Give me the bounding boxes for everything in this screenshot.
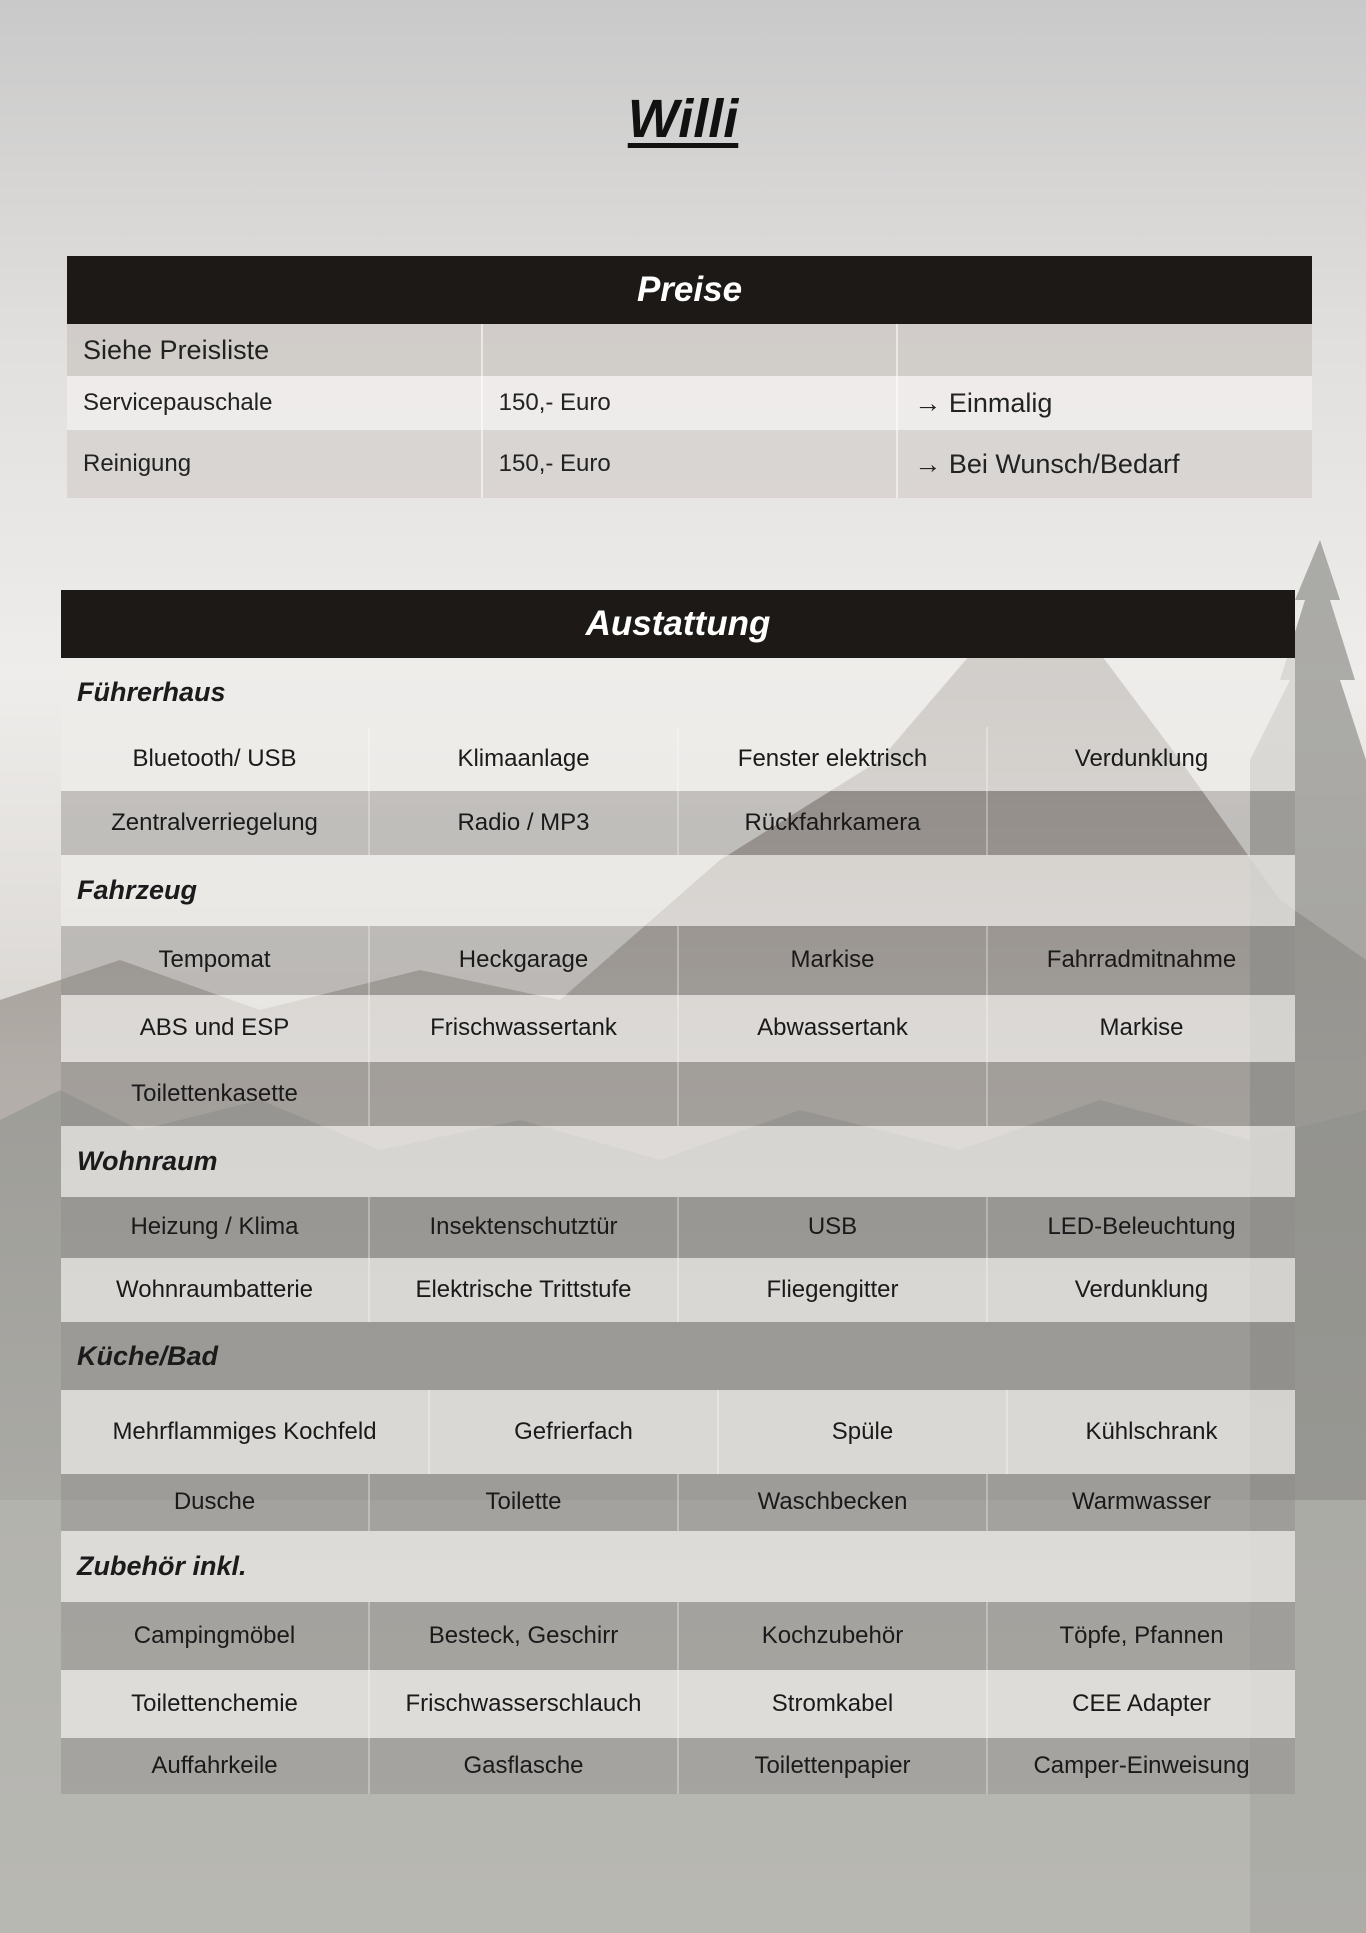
feature-item: Verdunklung: [986, 727, 1295, 791]
price-item: Siehe Preisliste: [83, 334, 270, 365]
feature-item: [986, 1062, 1295, 1126]
feature-item: Heizung / Klima: [130, 1213, 299, 1241]
equipment-table: [61, 590, 1295, 1794]
prices-header: Preise: [67, 256, 1312, 324]
table-row: [61, 1197, 1295, 1258]
price-amount: [481, 324, 897, 376]
feature-item: Frischwasserschlauch: [368, 1670, 677, 1738]
feature-item: Campingmöbel: [133, 1621, 296, 1649]
section-title-fuehrerhaus: Führerhaus: [61, 658, 1295, 727]
prices-table: [67, 256, 1312, 498]
feature-item: Gefrierfach: [428, 1390, 717, 1474]
feature-item: Markise: [986, 995, 1295, 1062]
page-title: Willi: [627, 89, 739, 149]
table-row: [61, 791, 1295, 855]
feature-item: Warmwasser: [986, 1474, 1295, 1531]
feature-item: Waschbecken: [677, 1474, 986, 1531]
table-row: [61, 1474, 1295, 1531]
feature-item: Toilettenpapier: [677, 1738, 986, 1794]
feature-item: Fliegengitter: [677, 1258, 986, 1322]
price-item: Reinigung: [83, 450, 192, 477]
section-title-zubehoer: Zubehör inkl.: [61, 1531, 1295, 1602]
table-row: [67, 376, 1312, 430]
feature-item: Rückfahrkamera: [677, 791, 986, 855]
price-amount: 150,- Euro: [481, 376, 897, 430]
feature-item: Elektrische Trittstufe: [368, 1258, 677, 1322]
feature-item: Dusche: [173, 1488, 256, 1516]
feature-item: Gasflasche: [368, 1738, 677, 1794]
table-row: [61, 1390, 1295, 1474]
section-title-kueche-bad: Küche/Bad: [61, 1322, 1295, 1390]
price-item: Servicepauschale: [83, 389, 273, 416]
feature-item: Besteck, Geschirr: [368, 1602, 677, 1670]
feature-item: Töpfe, Pfannen: [986, 1602, 1295, 1670]
table-row: [67, 324, 1312, 376]
table-row: [61, 1258, 1295, 1322]
feature-item: Heckgarage: [368, 926, 677, 995]
feature-item: Frischwassertank: [368, 995, 677, 1062]
price-amount: 150,- Euro: [481, 430, 897, 498]
feature-item: LED-Beleuchtung: [986, 1197, 1295, 1258]
table-row: [61, 727, 1295, 791]
feature-item: Insektenschutztür: [368, 1197, 677, 1258]
equipment-header: Austattung: [61, 590, 1295, 658]
feature-item: Kochzubehör: [677, 1602, 986, 1670]
feature-item: Radio / MP3: [368, 791, 677, 855]
price-note: → Einmalig: [896, 376, 1312, 430]
section-title-wohnraum: Wohnraum: [61, 1126, 1295, 1197]
feature-item: Toilette: [368, 1474, 677, 1531]
feature-item: Kühlschrank: [1006, 1390, 1295, 1474]
feature-item: [368, 1062, 677, 1126]
feature-item: Toilettenkasette: [131, 1079, 298, 1107]
feature-item: Klimaanlage: [368, 727, 677, 791]
feature-item: Toilettenchemie: [131, 1689, 298, 1717]
table-row: [61, 1602, 1295, 1670]
feature-item: USB: [677, 1197, 986, 1258]
feature-item: Abwassertank: [677, 995, 986, 1062]
feature-item: Markise: [677, 926, 986, 995]
feature-item: Wohnraumbatterie: [116, 1275, 313, 1303]
feature-item: Fahrradmitnahme: [986, 926, 1295, 995]
table-row: [61, 995, 1295, 1062]
feature-item: ABS und ESP: [139, 1014, 290, 1042]
table-row: [61, 1062, 1295, 1126]
table-row: [61, 1670, 1295, 1738]
price-note: [896, 324, 1312, 376]
feature-item: Fenster elektrisch: [677, 727, 986, 791]
table-row: [67, 430, 1312, 498]
feature-item: Bluetooth/ USB: [132, 744, 297, 772]
feature-item: Stromkabel: [677, 1670, 986, 1738]
table-row: [61, 1738, 1295, 1794]
feature-item: Tempomat: [158, 946, 271, 974]
feature-item: Verdunklung: [986, 1258, 1295, 1322]
feature-item: Camper-Einweisung: [986, 1738, 1295, 1794]
section-title-fahrzeug: Fahrzeug: [61, 855, 1295, 926]
feature-item: Auffahrkeile: [151, 1751, 278, 1779]
feature-item: Zentralverriegelung: [111, 808, 318, 836]
feature-item: Spüle: [717, 1390, 1006, 1474]
feature-item: Mehrflammiges Kochfeld: [112, 1417, 377, 1445]
feature-item: [986, 791, 1295, 855]
price-note: → Bei Wunsch/Bedarf: [896, 430, 1312, 498]
table-row: [61, 926, 1295, 995]
feature-item: CEE Adapter: [986, 1670, 1295, 1738]
feature-item: [677, 1062, 986, 1126]
